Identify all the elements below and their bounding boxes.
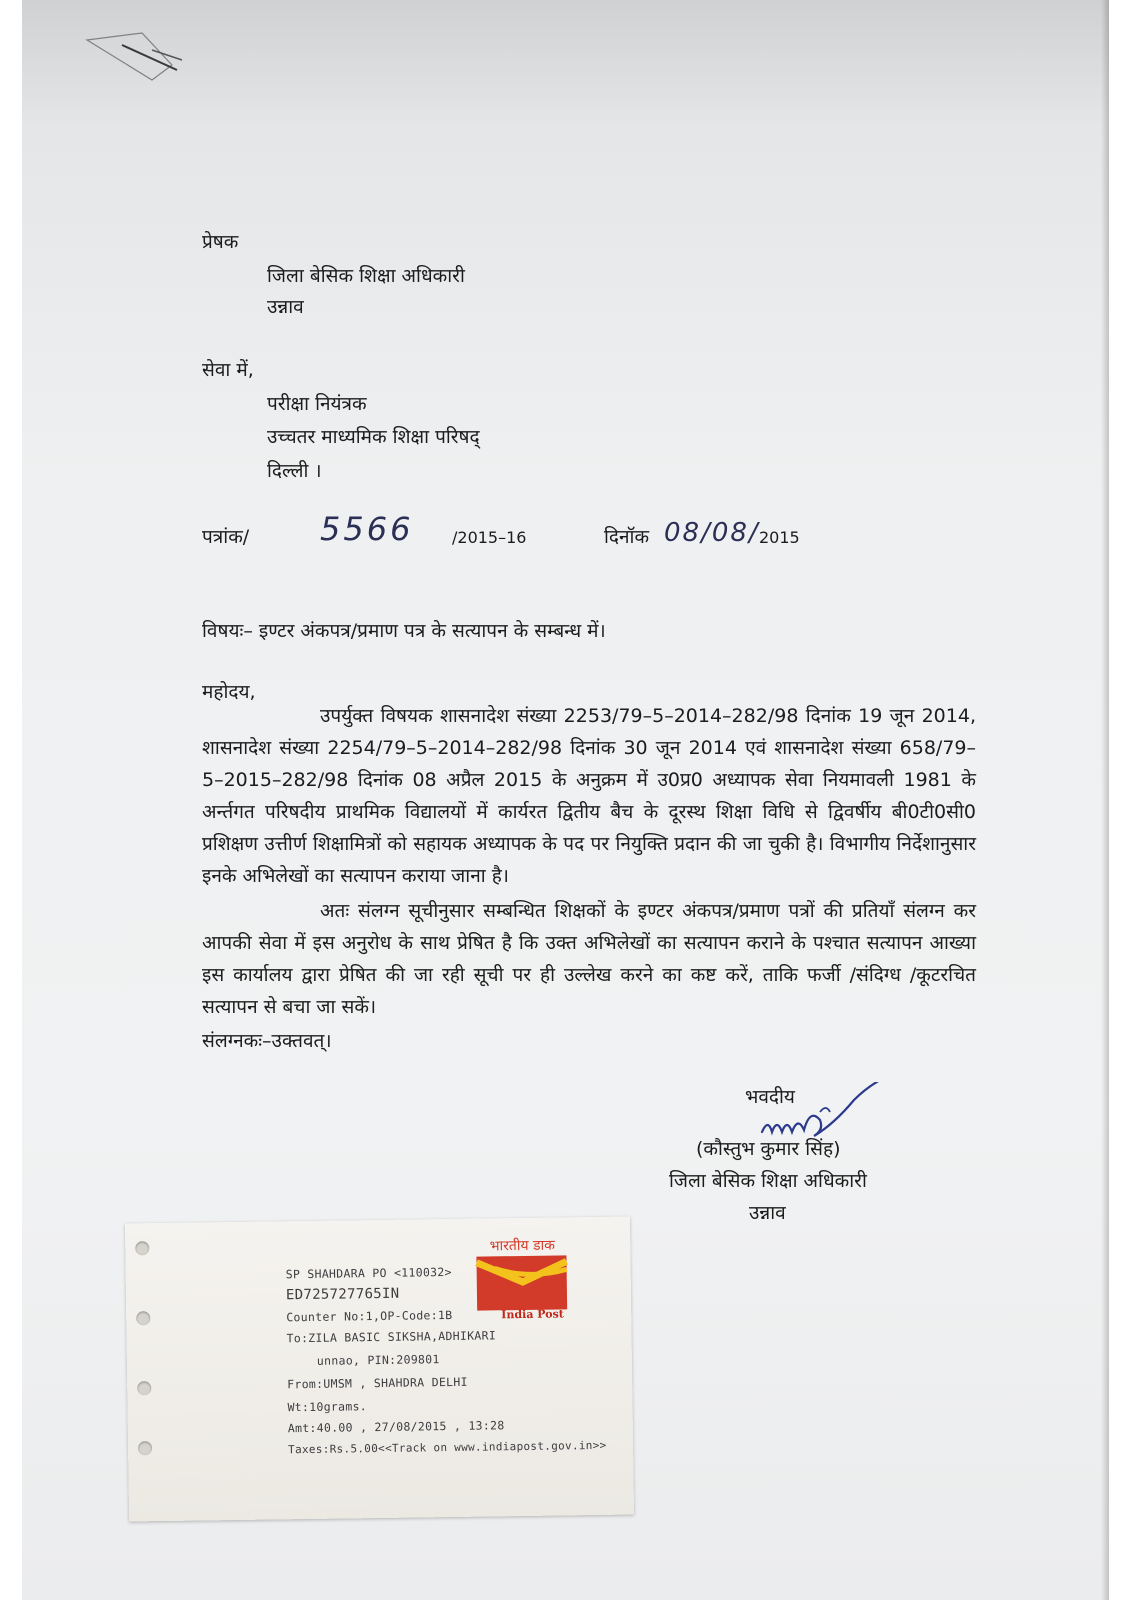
- signatory-designation: जिला बेसिक शिक्षा अधिकारी: [669, 1170, 867, 1192]
- india-post-receipt: [125, 1216, 634, 1521]
- receipt-line: Counter No:1,OP-Code:1B: [286, 1307, 453, 1325]
- recipient-line-2: उच्चतर माध्यमिक शिक्षा परिषद्: [267, 426, 480, 448]
- receipt-line: SP SHAHDARA PO <110032>: [285, 1264, 452, 1282]
- signatory-name: (कौस्तुभ कुमार सिंह): [696, 1138, 841, 1160]
- body-paragraph-1: उपर्युक्त विषयक शासनादेश संख्या 2253/79–5–2014–282/98 दिनांक 19 जून 2014, शासनादेश संख्या 2254/79–5–2014–282/98 दिनांक 30 जून 2014 एवं शासनादेश संख्या 658/79–5–2015–282/98 दिनांक 08 अप्रैल 2015 के अनुक्रम में उ0प्र0 अध्यापक सेवा नियमावली 1981 के अर्न्तगत परिषदीय प्राथमिक विद्यालयों में कार्यरत द्वितीय बैच के दूरस्थ शिक्षा विधि से द्विवर्षीय बी0टी0सी0 प्रशिक्षण उत्तीर्ण शिक्षामित्रों को सहायक अध्यापक के पद पर नियुक्ति प्रदान की जा चुकी है। विभागीय निर्देशानुसार इनके अभिलेखों का सत्यापन कराया जाना है।: [202, 705, 976, 887]
- date-handwritten: 08/08/: [664, 518, 760, 548]
- body-paragraph-2: अतः संलग्न सूचीनुसार सम्बन्धित शिक्षकों के इण्टर अंकपत्र/प्रमाण पत्रों की प्रतियॉं संलग्न कर आपकी सेवा में इस अनुरोध के साथ प्रेषित है कि उक्त अभिलेखों का सत्यापन कराने के पश्चात सत्यापन आख्या इस कार्यालय द्वारा प्रेषित की जा रही सूची पर ही उल्लेख करने का कष्ट करें, ताकि फर्जी /संदिग्ध /कूटरचित सत्यापन से बचा जा सकें।: [202, 900, 976, 1018]
- ref-label: पत्रांक/: [202, 526, 250, 548]
- page-edge-shadow: [1101, 0, 1109, 1600]
- ref-number-handwritten: 5566: [320, 510, 414, 548]
- salutation: महोदय,: [202, 681, 256, 703]
- india-post-logo: [472, 1237, 573, 1328]
- subject-line: विषयः– इण्टर अंकपत्र/प्रमाण पत्र के सत्यापन के सम्बन्ध में।: [202, 620, 606, 642]
- recipient-line-1: परीक्षा नियंत्रक: [267, 393, 367, 415]
- letter-page: [22, 0, 1109, 1600]
- recipient-label: सेवा में,: [202, 359, 254, 381]
- india-post-logo-english: India Post: [501, 1307, 564, 1322]
- punch-hole: [137, 1381, 151, 1395]
- sender-label: प्रेषक: [202, 231, 239, 253]
- receipt-line: Taxes:Rs.5.00<<Track on www.indiapost.gov.in>>: [288, 1438, 607, 1457]
- sender-place: उन्नाव: [267, 296, 304, 318]
- ref-suffix: /2015–16: [452, 528, 527, 547]
- punch-hole: [138, 1441, 152, 1455]
- signatory-place: उन्नाव: [749, 1202, 786, 1224]
- closing-greeting: भवदीय: [745, 1086, 795, 1108]
- receipt-line: From:UMSM , SHAHDRA DELHI: [287, 1374, 468, 1392]
- india-post-logo-hindi: भारतीय डाक: [489, 1237, 556, 1255]
- receipt-line: Wt:10grams.: [287, 1399, 368, 1415]
- date-year: 2015: [759, 528, 800, 547]
- receipt-line: To:ZILA BASIC SIKSHA,ADHIKARI: [286, 1328, 497, 1346]
- receipt-line: unnao, PIN:209801: [316, 1352, 440, 1368]
- sender-office: जिला बेसिक शिक्षा अधिकारी: [267, 265, 465, 287]
- receipt-tracking-number: ED725727765IN: [285, 1285, 400, 1304]
- receipt-line: Amt:40.00 , 27/08/2015 , 13:28: [287, 1418, 505, 1436]
- punch-hole: [136, 1311, 150, 1325]
- corner-pin-mark: [82, 25, 192, 95]
- punch-hole: [135, 1241, 149, 1255]
- enclosure-note: संलग्नकः–उक्तवत्।: [202, 1030, 332, 1052]
- recipient-line-3: दिल्ली ।: [267, 460, 322, 482]
- date-label: दिनॉक: [604, 526, 650, 548]
